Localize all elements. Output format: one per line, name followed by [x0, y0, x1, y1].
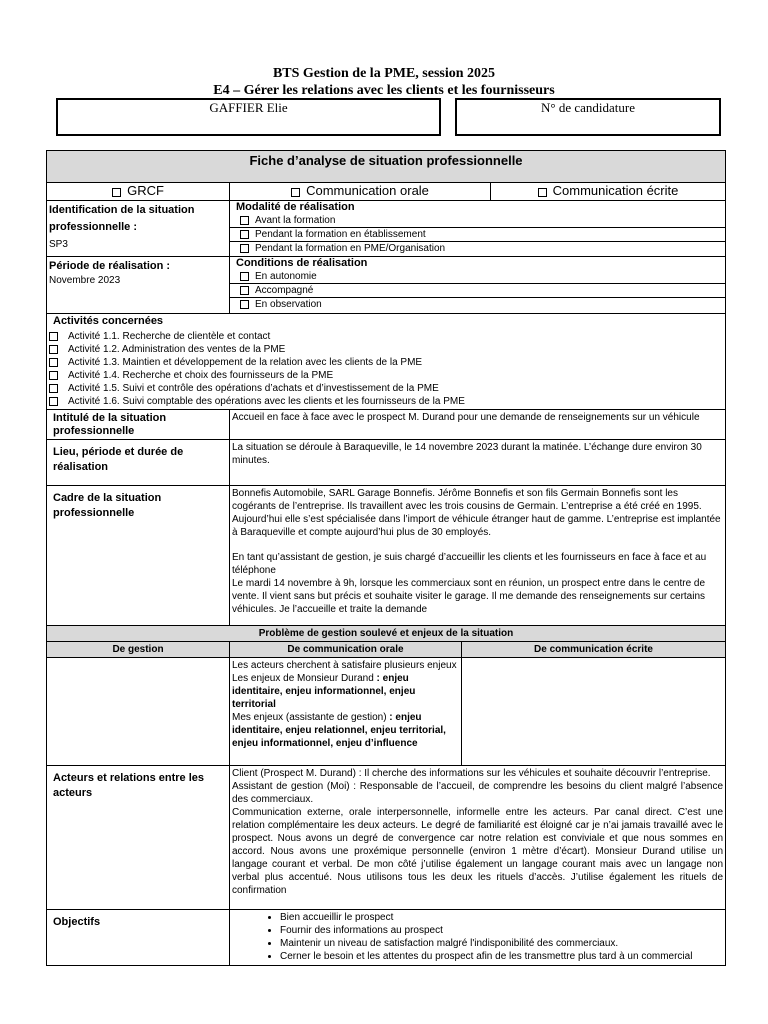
periode-cell: [47, 257, 230, 314]
identification-cell: [47, 201, 230, 257]
candidate-name-box[interactable]: [56, 98, 441, 136]
activite-item[interactable]: Activité 1.2. Administration des ventes de la PME: [49, 343, 723, 356]
intitule-value: Accueil en face à face avec le prospect M. Durand pour une demande de renseignements sur un véhicule: [230, 410, 726, 440]
activite-item[interactable]: Activité 1.5. Suivi et contrôle des opérations d’achats et d’investissement de la PME: [49, 382, 723, 395]
option-grcf[interactable]: GRCF: [47, 183, 230, 201]
modalite-option[interactable]: Pendant la formation en PME/Organisation: [230, 241, 725, 255]
col-header-gestion: De gestion: [47, 642, 230, 658]
exam-subtitle: E4 – Gérer les relations avec les clients et les fournisseurs: [213, 83, 555, 98]
activites-cell: [47, 314, 726, 410]
lieu-label: Lieu, période et durée de réalisation: [47, 440, 230, 486]
conditions-option[interactable]: En observation: [230, 297, 725, 311]
acteurs-paragraph: Communication externe, orale interpersonnelle, informelle entre les acteurs. Par canal direct. C’est une relation complémentaire les deux acteurs. Le degré de familiarité est éloigné car je n’ai jamais travaillé avec le prospect. Nous avons un degré de convergence car notre relation est conviviale et que nous sommes en accord. Nous avons une proxémique personnelle (environ 1 mètre d’écart). Monsieur Durand utilise un langage courant et verbal. De mon côté j’utilise également un langage courant mais avec un langage non verbal plus accentué. Nous utilisons tous les deux les rituels d’accès. J’utilise également les rituels de confirmation: [232, 807, 724, 896]
periode-label: Période de réalisation :: [49, 260, 171, 272]
cadre-paragraph: En tant qu’assistant de gestion, je suis chargé d’accueillir les clients et les fournisseurs en face à face et au téléphone: [232, 552, 707, 576]
acteurs-paragraph: Assistant de gestion (Moi) : Responsable de l’accueil, de comprendre les besoins du client malgré l’absence des commerciaux.: [232, 781, 724, 805]
checkbox[interactable]: [538, 188, 547, 197]
objectifs-cell: [230, 910, 726, 966]
enjeux-ecrite-cell: [462, 658, 726, 766]
lieu-value: La situation se déroule à Baraqueville, le 14 novembre 2023 durant la matinée. L’échange dure environ 30 minutes.: [230, 440, 726, 486]
objectif-item: • Bien accueillir le prospect: [280, 911, 723, 924]
enjeux-gestion-cell: [47, 658, 230, 766]
conditions-cell: [230, 257, 726, 314]
option-communication-ecrite[interactable]: Communication écrite: [491, 183, 726, 201]
conditions-label: Conditions de réalisation: [236, 257, 368, 269]
enjeux-intro: Les acteurs cherchent à satisfaire plusieurs enjeux: [232, 660, 457, 671]
objectif-item: • Cerner le besoin et les attentes du prospect afin de les transmettre plus tard à un commercial: [280, 950, 723, 963]
checkbox[interactable]: [112, 188, 121, 197]
conditions-option[interactable]: Accompagné: [230, 283, 725, 297]
option-communication-orale[interactable]: Communication orale: [230, 183, 491, 201]
fiche-title: Fiche d’analyse de situation professionnelle: [47, 151, 726, 183]
exam-title: BTS Gestion de la PME, session 2025: [272, 66, 496, 81]
candidate-number-box[interactable]: [455, 98, 721, 136]
activite-item[interactable]: Activité 1.6. Suivi comptable des opérations avec les clients et les fournisseurs de la PME: [49, 395, 723, 408]
modalite-label: Modalité de réalisation: [236, 201, 355, 213]
periode-value: Novembre 2023: [49, 275, 121, 286]
activite-item[interactable]: Activité 1.4. Recherche et choix des fournisseurs de la PME: [49, 369, 723, 382]
enjeux-orale-cell: [230, 658, 462, 766]
objectif-item: • Maintenir un niveau de satisfaction malgré l'indisponibilité des commerciaux.: [280, 937, 723, 950]
checkbox[interactable]: [291, 188, 300, 197]
cadre-paragraph: Le mardi 14 novembre à 9h, lorsque les commerciaux sont en réunion, un prospect entre dans le centre de vente. Il vient sans but précis et souhaite visiter le garage. Il me demande des renseignements sur certains véhicules. Je l’accueille et traite la demande: [232, 578, 706, 615]
enjeux-moi: Mes enjeux (assistante de gestion) : enjeu identitaire, enjeu relationnel, enjeu territorial, enjeu informationnel, enjeu d’influence: [232, 712, 446, 749]
acteurs-value: [230, 766, 726, 910]
objectifs-list: [232, 911, 723, 963]
acteurs-label: Acteurs et relations entre les acteurs: [47, 766, 230, 910]
acteurs-paragraph: Client (Prospect M. Durand) : Il cherche des informations sur les véhicules et souhaite découvrir l’entreprise.: [232, 768, 711, 779]
col-header-ecrite: De communication écrite: [462, 642, 726, 658]
activites-label: Activités concernées: [53, 315, 164, 327]
fiche-table: [46, 150, 726, 966]
activite-item[interactable]: Activité 1.1. Recherche de clientèle et contact: [49, 330, 723, 343]
intitule-label: Intitulé de la situation professionnelle: [47, 410, 230, 440]
objectifs-label: Objectifs: [47, 910, 230, 966]
identification-label: Identification de la situation professionnelle :: [49, 204, 195, 233]
modalite-option[interactable]: Pendant la formation en établissement: [230, 227, 725, 241]
cadre-label: Cadre de la situation professionnelle: [47, 486, 230, 626]
enjeux-durand: Les enjeux de Monsieur Durand : enjeu identitaire, enjeu informationnel, enjeu territorial: [232, 673, 416, 710]
identification-value: SP3: [49, 239, 68, 250]
conditions-option[interactable]: En autonomie: [232, 270, 723, 283]
probleme-header: Problème de gestion soulevé et enjeux de la situation: [47, 626, 726, 642]
col-header-orale: De communication orale: [230, 642, 462, 658]
candidate-name: GAFFIER Elie: [209, 100, 288, 115]
objectif-item: • Fournir des informations au prospect: [280, 924, 723, 937]
modalite-option[interactable]: Avant la formation: [232, 214, 723, 227]
modalite-cell: [230, 201, 726, 257]
activite-item[interactable]: Activité 1.3. Maintien et développement de la relation avec les clients de la PME: [49, 356, 723, 369]
candidate-number-label: N° de candidature: [541, 100, 635, 115]
cadre-value: [230, 486, 726, 626]
cadre-paragraph: Bonnefis Automobile, SARL Garage Bonnefis. Jérôme Bonnefis et son fils Germain Bonnefis sont les cogérants de l’entreprise. Ils travaillent avec les trois cousins de Germain. L’entreprise a été créé en 1995. Aujourd’hui elle s’est spécialisée dans l’import de véhicule étranger haut de gamme. L’entreprise est implantée à Baraqueville et compte aujourd’hui plus de 30 employés.: [232, 488, 721, 538]
